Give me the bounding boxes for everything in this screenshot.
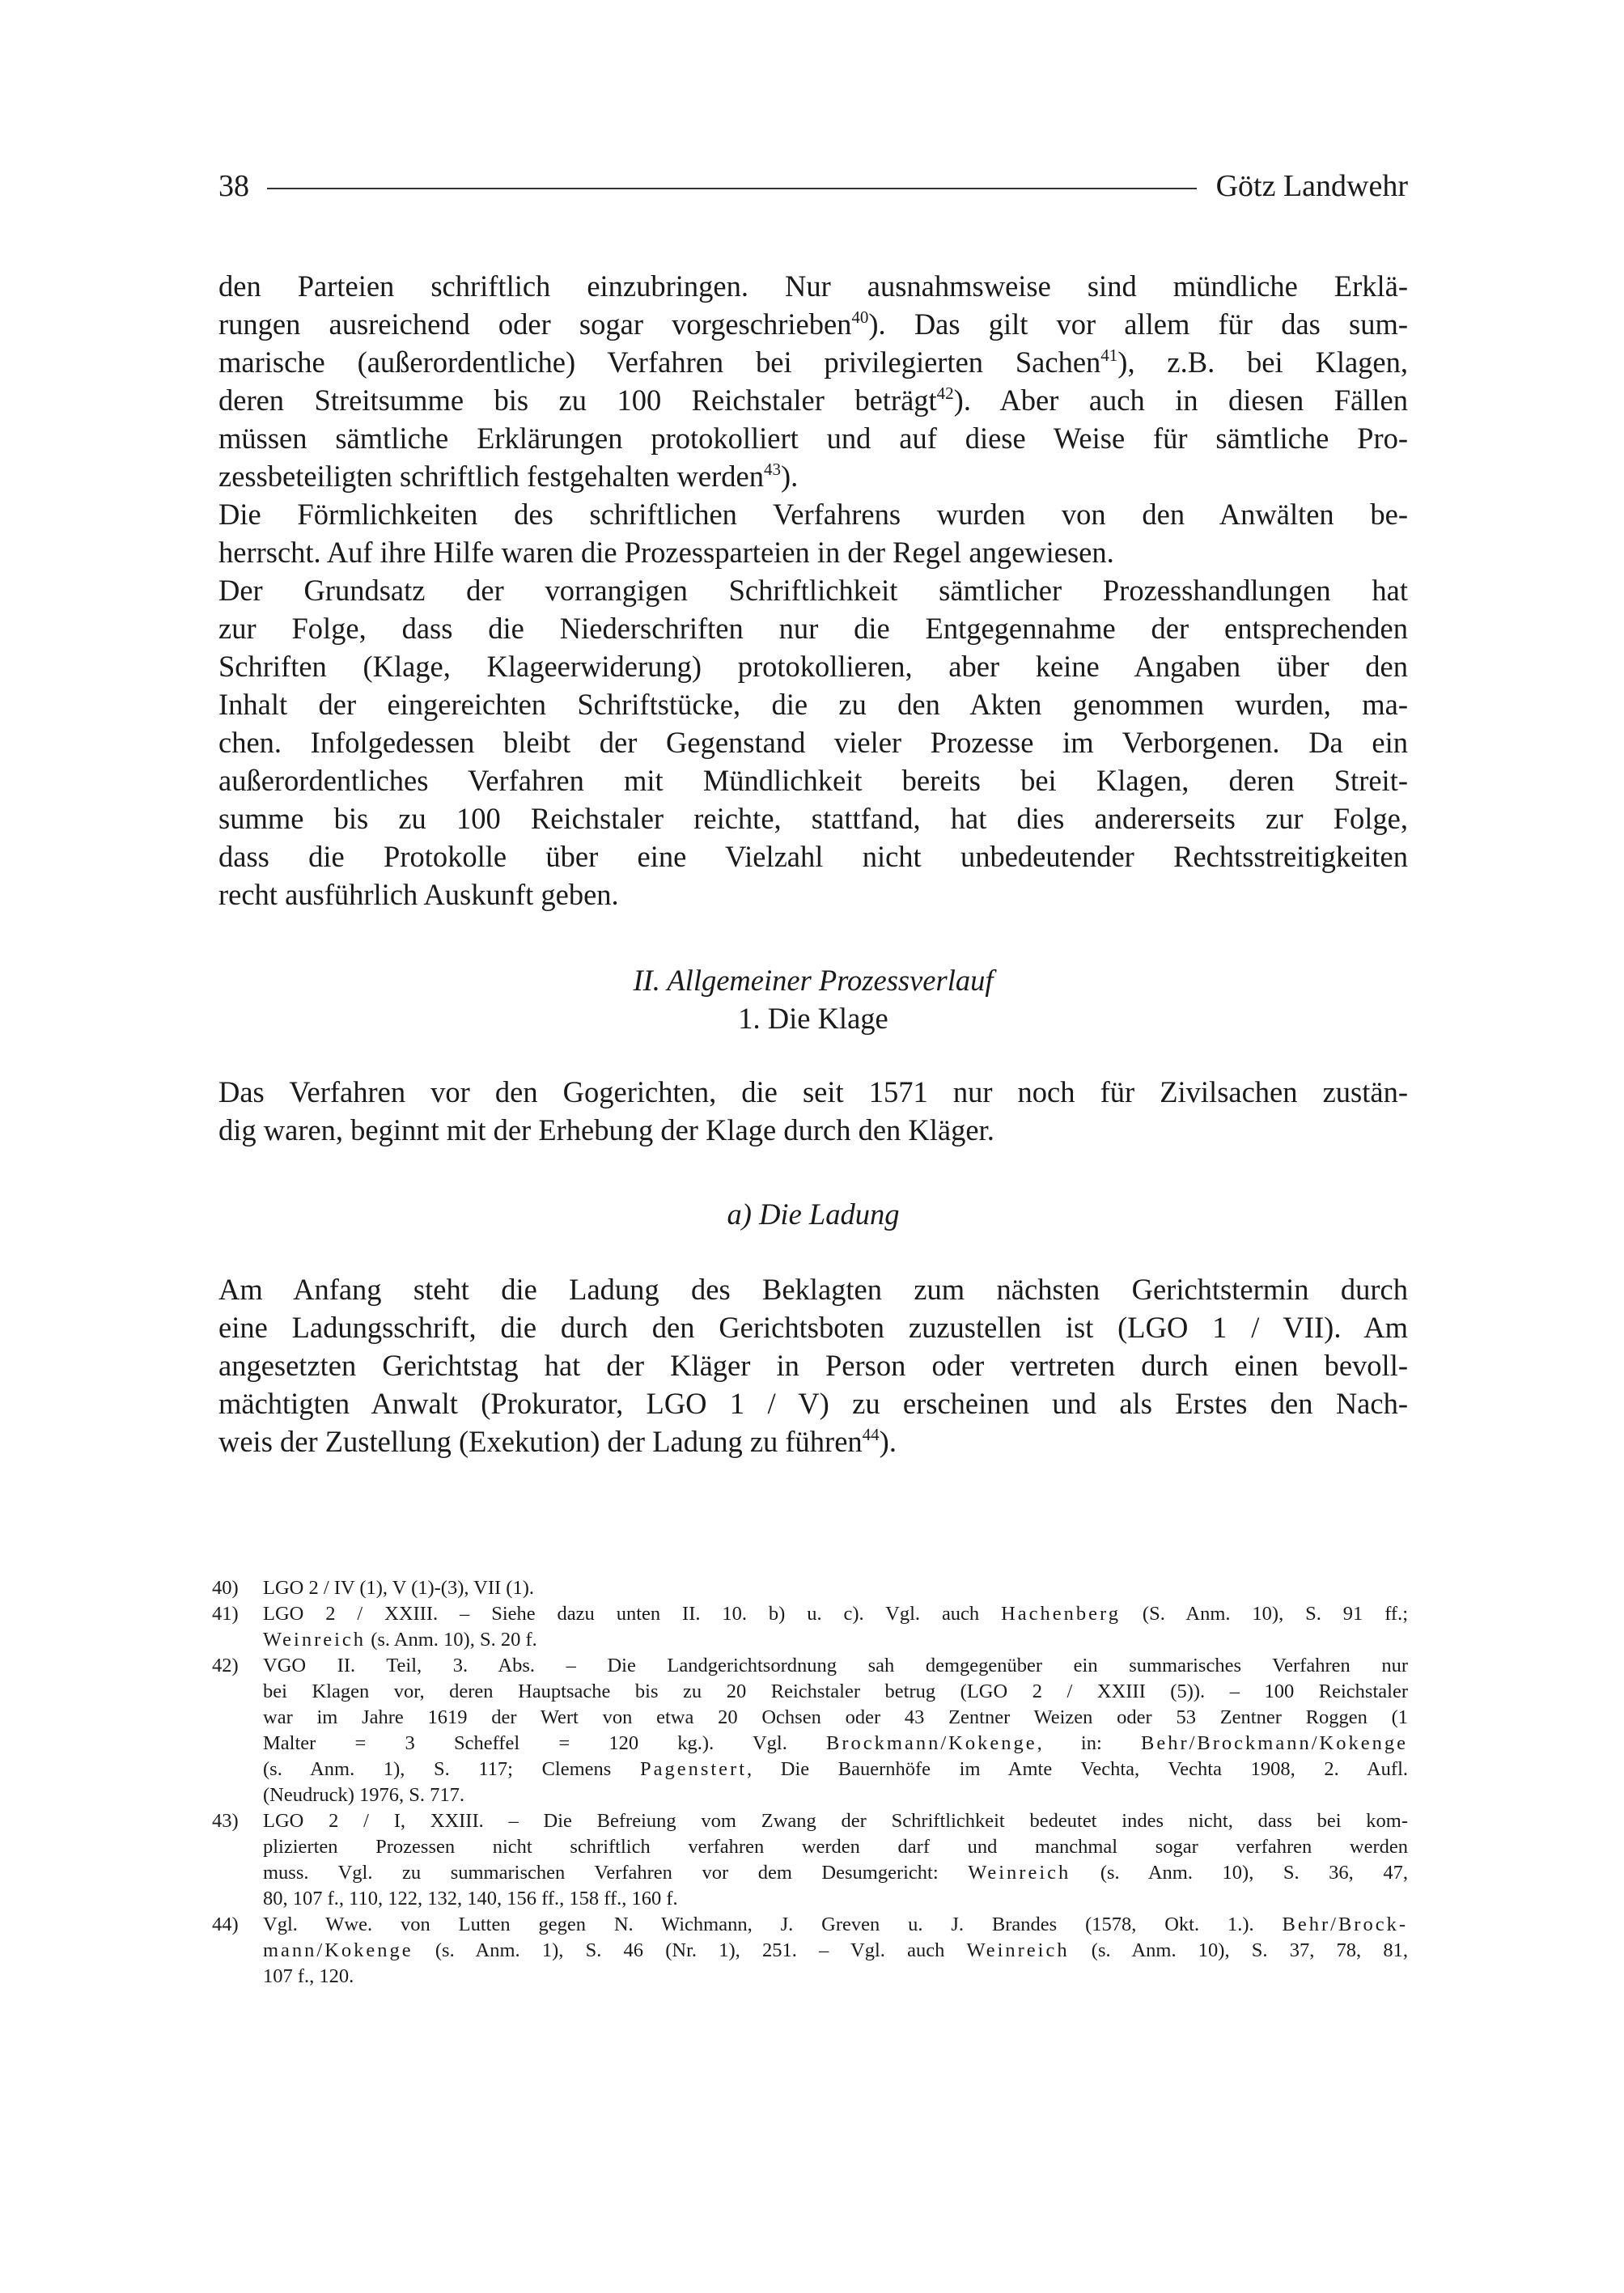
- text-line: [218, 723, 1408, 761]
- text-span: ). Das gilt vor allem für das sum-: [868, 307, 1408, 341]
- text-span: 107 f., 120.: [263, 1965, 354, 1987]
- text-line: [218, 495, 1408, 533]
- text-span: (s. Anm. 10), S. 20 f.: [366, 1629, 537, 1651]
- text-span: VGO II. Teil, 3. Abs. – Die Landgerichtsordnung sah demgegenüber ein summarisches Verfahren nur: [263, 1655, 1408, 1676]
- footnote-line: [263, 1627, 1408, 1653]
- text-span: ), z.B. bei Klagen,: [1117, 345, 1408, 379]
- text-span: außerordentliches Verfahren mit Mündlichkeit bereits bei Klagen, deren Streit-: [218, 764, 1408, 797]
- text-line: [218, 875, 1408, 913]
- text-span: ).: [879, 1425, 897, 1458]
- text-line: [218, 761, 1408, 799]
- footnote-line: [263, 1653, 1408, 1679]
- footnote-number: 44): [212, 1914, 239, 1935]
- cited-author: Behr/Brock-: [1282, 1914, 1408, 1935]
- text-span: ). Aber auch in diesen Fällen: [953, 384, 1408, 417]
- footnote-line: [263, 1601, 1408, 1627]
- text-span: Inhalt der eingereichten Schriftstücke, die zu den Akten genommen wurden, ma-: [218, 688, 1408, 721]
- text-line: [218, 837, 1408, 875]
- header-rule: [267, 188, 1197, 189]
- text-span: angesetzten Gerichtstag hat der Kläger in Person oder vertreten durch einen bevoll-: [218, 1349, 1408, 1382]
- footnote-line: [263, 1912, 1408, 1938]
- text-span: dass die Protokolle über eine Vielzahl nicht unbedeutender Rechtsstreitigkeiten: [218, 840, 1408, 873]
- footnote-ref-40[interactable]: 40: [851, 307, 869, 327]
- text-line: [218, 1111, 1408, 1149]
- footnote-line: [263, 1886, 1408, 1912]
- footnote-ref-43[interactable]: 43: [763, 460, 781, 479]
- footnote-line: [263, 1964, 1408, 1990]
- footnote-line: [263, 1808, 1408, 1834]
- text-span: , in:: [1037, 1732, 1141, 1754]
- text-span: Die Förmlichkeiten des schriftlichen Verfahrens wurden von den Anwälten be-: [218, 498, 1408, 531]
- text-span: Malter = 3 Scheffel = 120 kg.). Vgl.: [263, 1732, 827, 1754]
- text-span: ).: [780, 460, 799, 493]
- text-span: LGO 2 / IV (1), V (1)-(3), VII (1).: [263, 1577, 534, 1599]
- footnote-line: [263, 1938, 1408, 1964]
- text-line: [218, 419, 1408, 457]
- text-span: LGO 2 / XXIII. – Siehe dazu unten II. 10. b) u. c). Vgl. auch: [263, 1603, 1002, 1625]
- footnote-number: 43): [212, 1810, 239, 1832]
- paragraph-1: [218, 267, 1408, 913]
- subsection-heading: 1. Die Klage: [738, 1002, 888, 1035]
- text-span: Schriften (Klage, Klageerwiderung) protokollieren, aber keine Angaben über den: [218, 650, 1408, 683]
- text-span: muss. Vgl. zu summarischen Verfahren vor dem Desumgericht:: [263, 1862, 969, 1884]
- text-line: [218, 381, 1408, 419]
- text-line: [218, 343, 1408, 381]
- text-line: [218, 1384, 1408, 1422]
- running-head-author: Götz Landwehr: [1215, 169, 1408, 203]
- text-span: , Die Bauernhöfe im Amte Vechta, Vechta 1908, 2. Aufl.: [747, 1758, 1408, 1780]
- page-number: 38: [218, 169, 249, 203]
- text-span: rungen ausreichend oder sogar vorgeschrieben: [218, 307, 852, 341]
- footnote-line: [263, 1834, 1408, 1860]
- footnote-number: 41): [212, 1603, 239, 1625]
- text-line: [218, 305, 1408, 343]
- footnote-ref-44[interactable]: 44: [862, 1425, 880, 1444]
- footnote-line: [263, 1782, 1408, 1808]
- cited-author: mann/Kokenge: [263, 1939, 413, 1961]
- footnote-44: [212, 1912, 1408, 1990]
- text-span: (s. Anm. 1), S. 117; Clemens: [263, 1758, 640, 1780]
- text-line: [218, 1422, 1408, 1460]
- text-line: [218, 647, 1408, 685]
- text-span: mächtigten Anwalt (Prokurator, LGO 1 / V) zu erscheinen und als Erstes den Nach-: [218, 1387, 1408, 1420]
- subsubsection-heading: a) Die Ladung: [727, 1197, 900, 1231]
- text-line: [218, 1270, 1408, 1308]
- text-span: Das Verfahren vor den Gogerichten, die seit 1571 nur noch für Zivilsachen zustän-: [218, 1075, 1408, 1108]
- text-span: 80, 107 f., 110, 122, 132, 140, 156 ff., 158 ff., 160 f.: [263, 1888, 678, 1909]
- text-line: [218, 1308, 1408, 1346]
- text-span: marische (außerordentliche) Verfahren bei privilegierten Sachen: [218, 345, 1101, 379]
- text-span: den Parteien schriftlich einzubringen. Nur ausnahmsweise sind mündliche Erklä-: [218, 269, 1408, 303]
- text-span: weis der Zustellung (Exekution) der Ladung zu führen: [218, 1425, 863, 1458]
- text-span: müssen sämtliche Erklärungen protokolliert und auf diese Weise für sämtliche Pro-: [218, 422, 1408, 455]
- text-span: summe bis zu 100 Reichstaler reichte, stattfand, hat dies andererseits zur Folge,: [218, 802, 1408, 835]
- text-line: [218, 685, 1408, 723]
- footnote-line: [263, 1575, 1408, 1601]
- footnote-ref-42[interactable]: 42: [936, 384, 954, 403]
- text-span: herrscht. Auf ihre Hilfe waren die Prozessparteien in der Regel angewiesen.: [218, 536, 1114, 569]
- text-span: zur Folge, dass die Niederschriften nur die Entgegennahme der entsprechenden: [218, 612, 1408, 645]
- section-heading: II. Allgemeiner Prozessverlauf: [633, 964, 994, 997]
- footnote-43: [212, 1808, 1408, 1912]
- footnote-ref-41[interactable]: 41: [1100, 345, 1118, 365]
- running-head: [218, 166, 1408, 206]
- text-span: (s. Anm. 10), S. 37, 78, 81,: [1069, 1939, 1408, 1961]
- footnotes: [212, 1575, 1408, 1990]
- text-span: dig waren, beginnt mit der Erhebung der Klage durch den Kläger.: [218, 1113, 994, 1146]
- footnote-42: [212, 1653, 1408, 1808]
- footnote-40: [212, 1575, 1408, 1601]
- text-line: [218, 609, 1408, 647]
- cited-author: Weinreich: [968, 1862, 1071, 1884]
- cited-author: Behr/Brockmann/Kokenge: [1141, 1732, 1408, 1754]
- cited-author: Weinreich: [263, 1629, 367, 1651]
- footnote-line: [263, 1705, 1408, 1731]
- text-span: eine Ladungsschrift, die durch den Gerichtsboten zuzustellen ist (LGO 1 / VII). Am: [218, 1311, 1408, 1344]
- paragraph-4: [218, 1073, 1408, 1149]
- text-span: LGO 2 / I, XXIII. – Die Befreiung vom Zwang der Schriftlichkeit bedeutet indes nicht, dass bei kom-: [263, 1810, 1408, 1832]
- text-span: recht ausführlich Auskunft geben.: [218, 878, 619, 911]
- text-span: Am Anfang steht die Ladung des Beklagten zum nächsten Gerichtstermin durch: [218, 1273, 1408, 1306]
- cited-author: Brockmann/Kokenge: [826, 1732, 1037, 1754]
- text-span: war im Jahre 1619 der Wert von etwa 20 Ochsen oder 43 Zentner Weizen oder 53 Zentner Roggen (1: [263, 1706, 1408, 1728]
- text-span: (S. Anm. 10), S. 91 ff.;: [1121, 1603, 1408, 1625]
- footnote-number: 42): [212, 1655, 239, 1676]
- cited-author: Pagenstert: [639, 1758, 748, 1780]
- footnote-line: [263, 1757, 1408, 1782]
- footnote-41: [212, 1601, 1408, 1653]
- text-span: bei Klagen vor, deren Hauptsache bis zu 20 Reichstaler betrug (LGO 2 / XXIII (5)). – 100 Reichstaler: [263, 1681, 1408, 1702]
- text-line: [218, 457, 1408, 495]
- text-span: (s. Anm. 1), S. 46 (Nr. 1), 251. – Vgl. auch: [413, 1939, 967, 1961]
- text-line: [218, 1073, 1408, 1111]
- footnote-line: [263, 1860, 1408, 1886]
- paragraph-5: [218, 1270, 1408, 1460]
- text-line: [218, 533, 1408, 571]
- footnote-number: 40): [212, 1577, 239, 1599]
- text-span: chen. Infolgedessen bleibt der Gegenstand vieler Prozesse im Verborgenen. Da ein: [218, 726, 1408, 759]
- text-line: [218, 267, 1408, 305]
- text-span: zessbeteiligten schriftlich festgehalten werden: [218, 460, 764, 493]
- text-line: [218, 799, 1408, 837]
- text-span: Der Grundsatz der vorrangigen Schriftlichkeit sämtlicher Prozesshandlungen hat: [218, 574, 1408, 607]
- text-span: (Neudruck) 1976, S. 717.: [263, 1784, 465, 1806]
- text-line: [218, 571, 1408, 609]
- text-span: plizierten Prozessen nicht schriftlich verfahren werden darf und manchmal sogar verfahren werden: [263, 1836, 1408, 1858]
- text-line: [218, 1346, 1408, 1384]
- text-span: deren Streitsumme bis zu 100 Reichstaler beträgt: [218, 384, 937, 417]
- text-span: Vgl. Wwe. von Lutten gegen N. Wichmann, J. Greven u. J. Brandes (1578, Okt. 1.).: [263, 1914, 1283, 1935]
- cited-author: Hachenberg: [1001, 1603, 1122, 1625]
- text-span: (s. Anm. 10), S. 36, 47,: [1071, 1862, 1408, 1884]
- footnote-line: [263, 1679, 1408, 1705]
- cited-author: Weinreich: [966, 1939, 1070, 1961]
- footnote-line: [263, 1731, 1408, 1757]
